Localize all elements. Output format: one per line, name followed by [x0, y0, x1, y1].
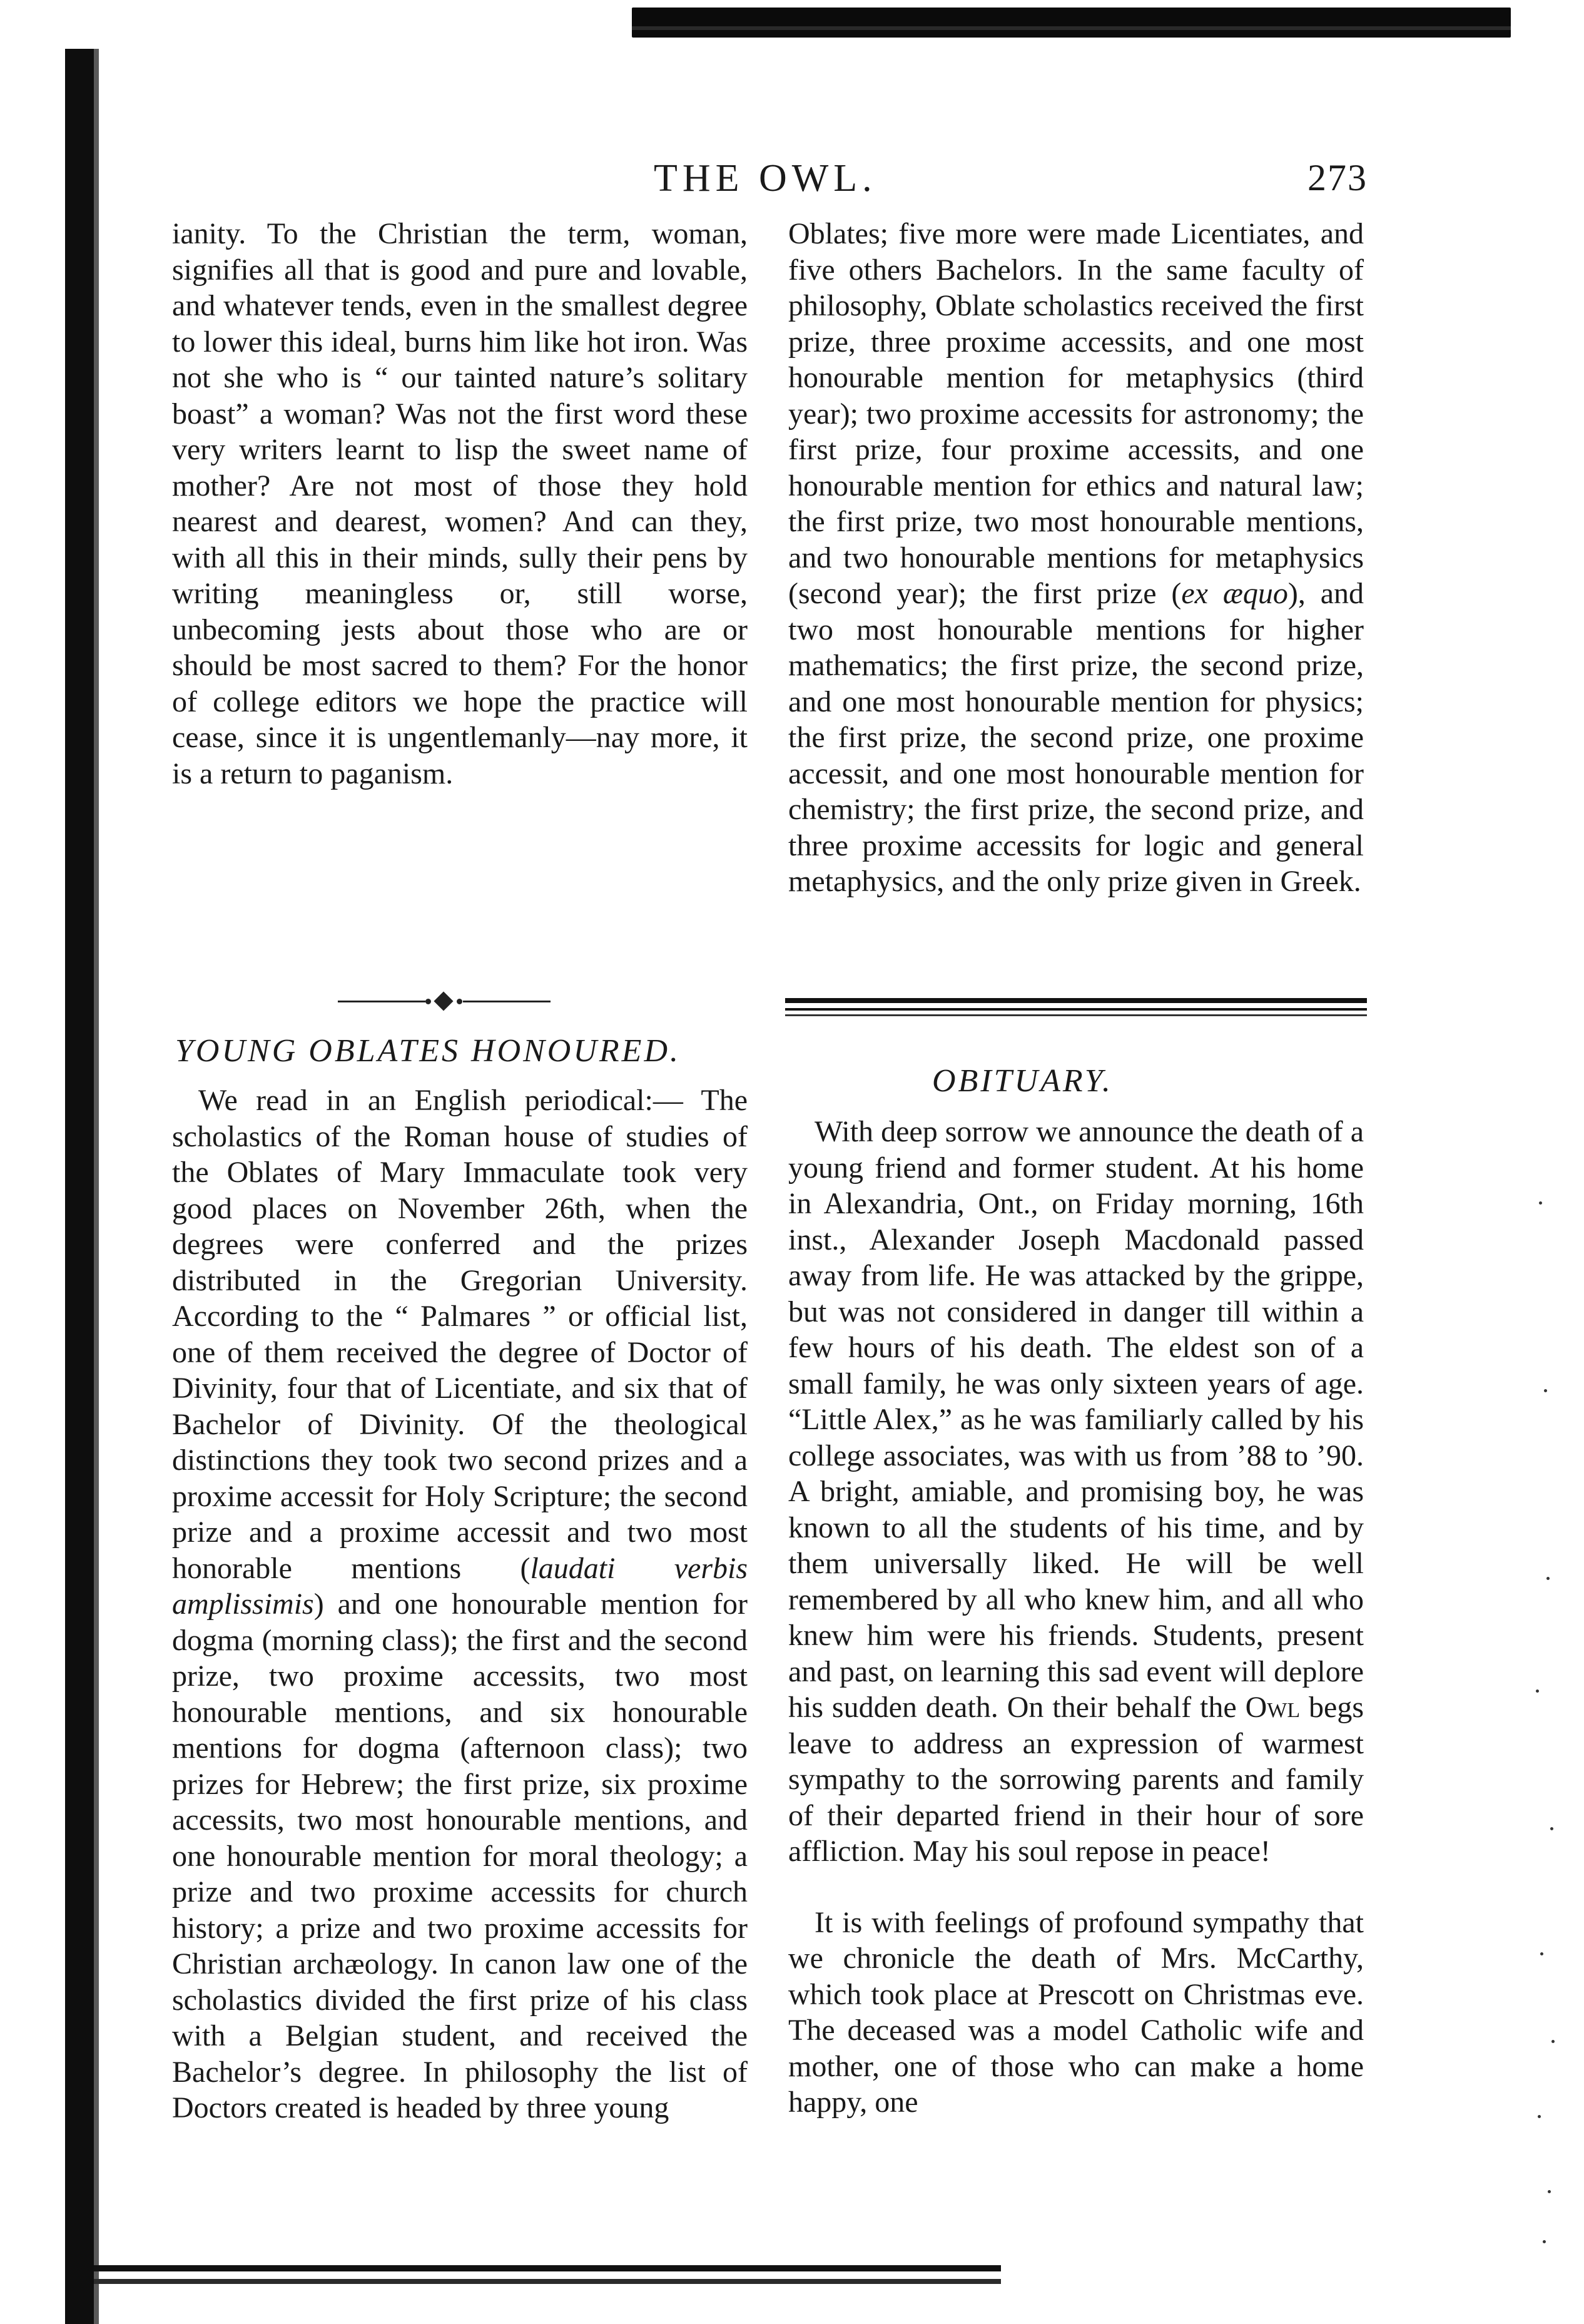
page-spine-edge [94, 49, 99, 2324]
top-thin-rule [632, 26, 1511, 30]
page-number: 273 [1307, 157, 1368, 198]
margin-print-specks [1514, 1126, 1576, 2290]
running-header [0, 156, 1584, 213]
obituary-paragraph-2: It is with feelings of profound sympathy that we chronicle the death of Mrs. McCarthy, which took place at Prescott on Christmas eve. The deceased was a model Catholic wife and mother, one of those who can make a home happy, one [788, 1905, 1364, 2119]
obituary-article [788, 1114, 1364, 2121]
young-oblates-text-1: We read in an English periodical:— The scholastics of the Roman house of studies of the Oblates of Mary Immaculate took very good places on November 26th, when the degrees were conferred and the prizes distributed in the Gregorian University. According to the “ Palmares ” or official list, one of them received the degree of Doctor of Divinity, four that of Licentiate, and six that of Bachelor of Divinity. Of the theological distinctions they took two second prizes and a proxime accessit for Holy Scripture; the second prize and a proxime accessit and two most honorable mentions ( [172, 1084, 748, 1585]
left-column-continued [172, 216, 748, 792]
young-oblates-paragraph [172, 1083, 748, 2126]
oblates-text-1: Oblates; five more were made Licentiates, and five others Bachelors. In the same faculty of philosophy, Oblate scholastics received the first prize, three proxime accessits, and one most honourable mention for metaphysics (third year); two proxime accessits for astronomy; the first prize, four proxime accessits, and one honourable mention for ethics and natural law; the first prize, two most honourable mentions, and two honourable mentions for metaphysics (second year); the first prize ( [788, 217, 1364, 610]
ex-aequo-phrase: ex æquo [1181, 577, 1288, 610]
page-spine-shadow [65, 49, 94, 2324]
oblates-text-2: ), and two most honourable mentions for higher mathematics; the first prize, the second prize, and one most honourable mention for physics; the first prize, the second prize, one proxime accessit, and one most honourable mention for chemistry; the first prize, the second prize, and three proxime accessits for logic and general metaphysics, and the only prize given in Greek. [788, 577, 1364, 898]
top-black-rule [632, 8, 1511, 38]
section-double-rule [785, 998, 1367, 1016]
article-title-young-oblates: YOUNG OBLATES HONOURED. [175, 1033, 681, 1069]
article-title-obituary: OBITUARY. [932, 1063, 1113, 1099]
bottom-rule-shadow [94, 2279, 1001, 2284]
journal-title: THE OWL. [654, 157, 877, 200]
young-oblates-latin-phrase: laudati verbis amplissimis [172, 1551, 748, 1621]
section-divider-ornament [338, 992, 551, 1011]
bottom-rule [94, 2265, 1001, 2271]
obituary-paragraph-1 [788, 1114, 1364, 1870]
young-oblates-text-2: ) and one honourable mention for dogma (morning class); the first and the second prize, two proxime accessits, two most honourable mentions, and six honourable mentions for dogma (afternoon class); two prizes for Hebrew; the first prize, six proxime accessits, two most honourable mentions, and one honourable mention for moral theology; a prize and two proxime accessits for church history; a prize and two proxime accessits for Christian archæology. In canon law one of the scholastics divided the first prize of his class with a Belgian student, and received the Bachelor’s degree. In philosophy the list of Doctors created is headed by three young [172, 1588, 748, 2124]
obituary-text-1: With deep sorrow we announce the death of a young friend and former student. At his home in Alexandria, Ont., on Friday morning, 16th inst., Alexander Joseph Macdonald passed away from life. He was attacked by the grippe, but was not considered in danger till within a few hours of his death. The eldest son of a small family, he was only sixteen years of age. “Little Alex,” as he was familiarly called by his college associates, was with us from ’88 to ’90. A bright, amiable, and promising boy, he was known to all the students of his time, and by them universally liked. He will be well remembered by all who knew him, and all who knew him were his friends. Students, present and past, on learning this sad event will deplore his sudden death. On their behalf the [788, 1115, 1364, 1724]
owl-name-smallcaps: Owl [1245, 1691, 1301, 1724]
oblates-continued-paragraph [788, 216, 1364, 900]
right-column-continuation [788, 216, 1364, 900]
young-oblates-article [172, 1083, 748, 2126]
obituary-text-2: begs leave to address an expression of warmest sympathy to the sorrowing parents and family of their departed friend in their hour of sore affliction. May his soul repose in peace! [788, 1691, 1364, 1868]
continued-paragraph: ianity. To the Christian the term, woman, signifies all that is good and pure and lovable, and whatever tends, even in the smallest degree to lower this ideal, burns him like hot iron. Was not she who is “ our tainted nature’s solitary boast” a woman? Was not the first word these very writers learnt to lisp the sweet name of mother? Are not most of those they hold nearest and dearest, women? And can they, with all this in their minds, sully their pens by writing meaningless or, still worse, unbecoming jests about those who are or should be most sacred to them? For the honor of college editors we hope the practice will cease, since it is ungentlemanly—nay more, it is a return to paganism. [172, 217, 748, 790]
